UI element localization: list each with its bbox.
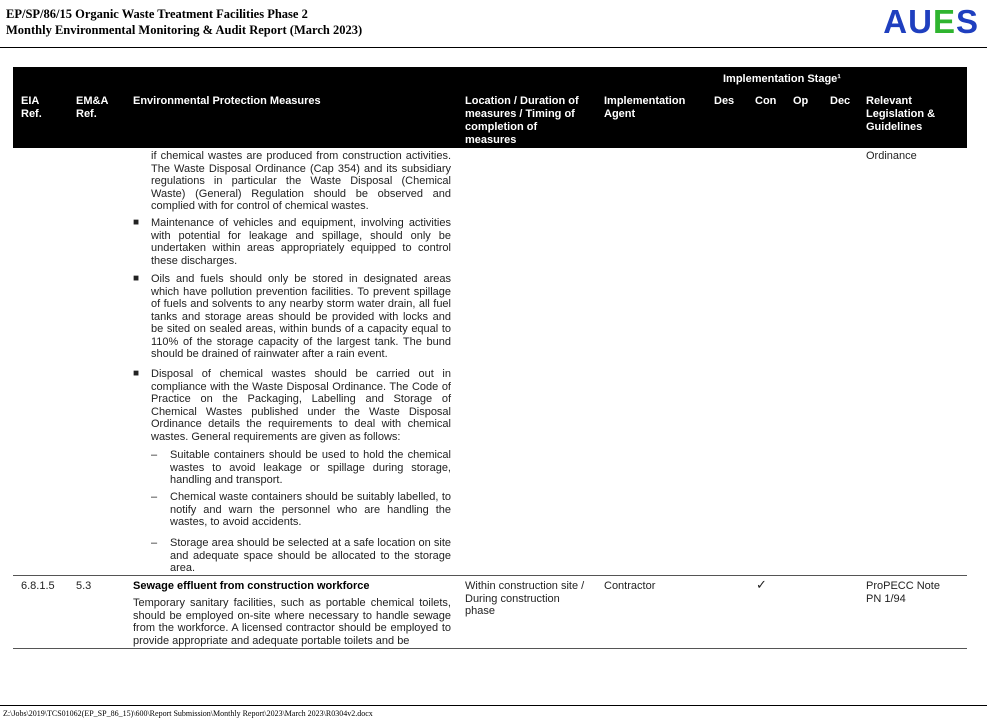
col-location: Location / Duration of measures / Timing of completion of measures xyxy=(465,95,579,146)
measure-heading: Sewage effluent from construction workforce xyxy=(133,580,370,592)
col-implementation-stage: Implementation Stage¹ xyxy=(723,73,841,85)
dash-marker: – xyxy=(151,537,158,549)
dash-marker: – xyxy=(151,491,158,503)
bullet-marker: ■ xyxy=(133,273,140,284)
sub-bullet-text: Chemical waste containers should be suitably labelled, to notify and warn the personnel who are handling the wastes, to avoid accidents. xyxy=(170,491,451,528)
report-title-line2: Monthly Environmental Monitoring & Audit Report (March 2023) xyxy=(6,23,363,37)
row-divider xyxy=(13,575,967,576)
bullet-text: Disposal of chemical wastes should be carried out in compliance with the Waste Disposal Ordinance. The Code of Practice on the Packaging, Labelling and Storage of Chemical Wastes published under the Waste Disposal Ordinance details the requirements to deal with chemical wastes. General requirements are given as follows: xyxy=(151,368,451,443)
measure-intro-text: if chemical wastes are produced from construction activities. The Waste Disposal Ordinance (Cap 354) and its subsidiary regulations in particular the Waste Disposal (Chemical Waste) (General) Regulation should be observed and complied with for control of chemical wastes. xyxy=(151,150,451,212)
sub-bullet-text: Suitable containers should be used to hold the chemical wastes to avoid leakage or spillage during storage, handling and transport. xyxy=(170,449,451,486)
table-bottom-border xyxy=(13,648,967,649)
location-cell: Within construction site / During construction phase xyxy=(465,580,585,617)
bullet-marker: ■ xyxy=(133,368,140,379)
col-con: Con xyxy=(755,95,777,107)
col-legislation: Relevant Legislation & Guidelines xyxy=(866,95,936,133)
table-header xyxy=(13,67,967,148)
report-title xyxy=(6,6,362,38)
dash-marker: – xyxy=(151,449,158,461)
col-measures: Environmental Protection Measures xyxy=(133,95,321,107)
logo-letter-a: A xyxy=(883,3,909,40)
col-eia-ref: EIA Ref. xyxy=(21,95,42,120)
agent-cell: Contractor xyxy=(604,580,656,592)
legislation-cell: Ordinance xyxy=(866,150,917,162)
sub-bullet-text: Storage area should be selected at a safe location on site and adequate space should be allocated to the storage area. xyxy=(170,537,451,574)
legislation-cell: ProPECC Note PN 1/94 xyxy=(866,580,940,605)
footer-divider xyxy=(0,705,987,706)
bullet-text: Maintenance of vehicles and equipment, involving activities with potential for leakage and spillage, should only be undertaken within areas appropriately equipped to control these discharges. xyxy=(151,217,451,267)
con-check-mark: ✓ xyxy=(756,577,767,592)
report-title-line1: EP/SP/86/15 Organic Waste Treatment Facilities Phase 2 xyxy=(6,7,308,21)
ema-ref-cell: 5.3 xyxy=(76,580,92,592)
col-agent: Implementation Agent xyxy=(604,95,686,120)
file-path: Z:\Jobs\2019\TCS01062(EP_SP_86_15)\600\Report Submission\Monthly Report\2023\March 2023\R0304v2.docx xyxy=(3,709,373,718)
col-op: Op xyxy=(793,95,809,107)
col-ema-ref: EM&A Ref. xyxy=(76,95,108,120)
eia-ref-cell: 6.8.1.5 xyxy=(21,580,55,592)
aues-logo xyxy=(883,2,979,42)
bullet-text: Oils and fuels should only be stored in designated areas which have pollution prevention facilities. To prevent spillage of fuels and solvents to any nearby storm water drain, all fuel tanks and storage areas should be provided with locks and be sited on sealed areas, within bunds of a capacity equal to 110% of the storage capacity of the largest tank. The bund should be drained of rainwater after a rain event. xyxy=(151,273,451,360)
col-dec: Dec xyxy=(830,95,851,107)
logo-letter-u: U xyxy=(908,3,933,40)
col-des: Des xyxy=(714,95,735,107)
logo-letter-s: S xyxy=(955,3,979,40)
header-divider xyxy=(0,47,987,48)
logo-letter-e: E xyxy=(932,3,956,40)
measure-text: Temporary sanitary facilities, such as portable chemical toilets, should be employed on-site where necessary to handle sewage from the workforce. A licensed contractor should be employed to provide appropriate and adequate portable toilets and be xyxy=(133,597,451,647)
bullet-marker: ■ xyxy=(133,217,140,228)
